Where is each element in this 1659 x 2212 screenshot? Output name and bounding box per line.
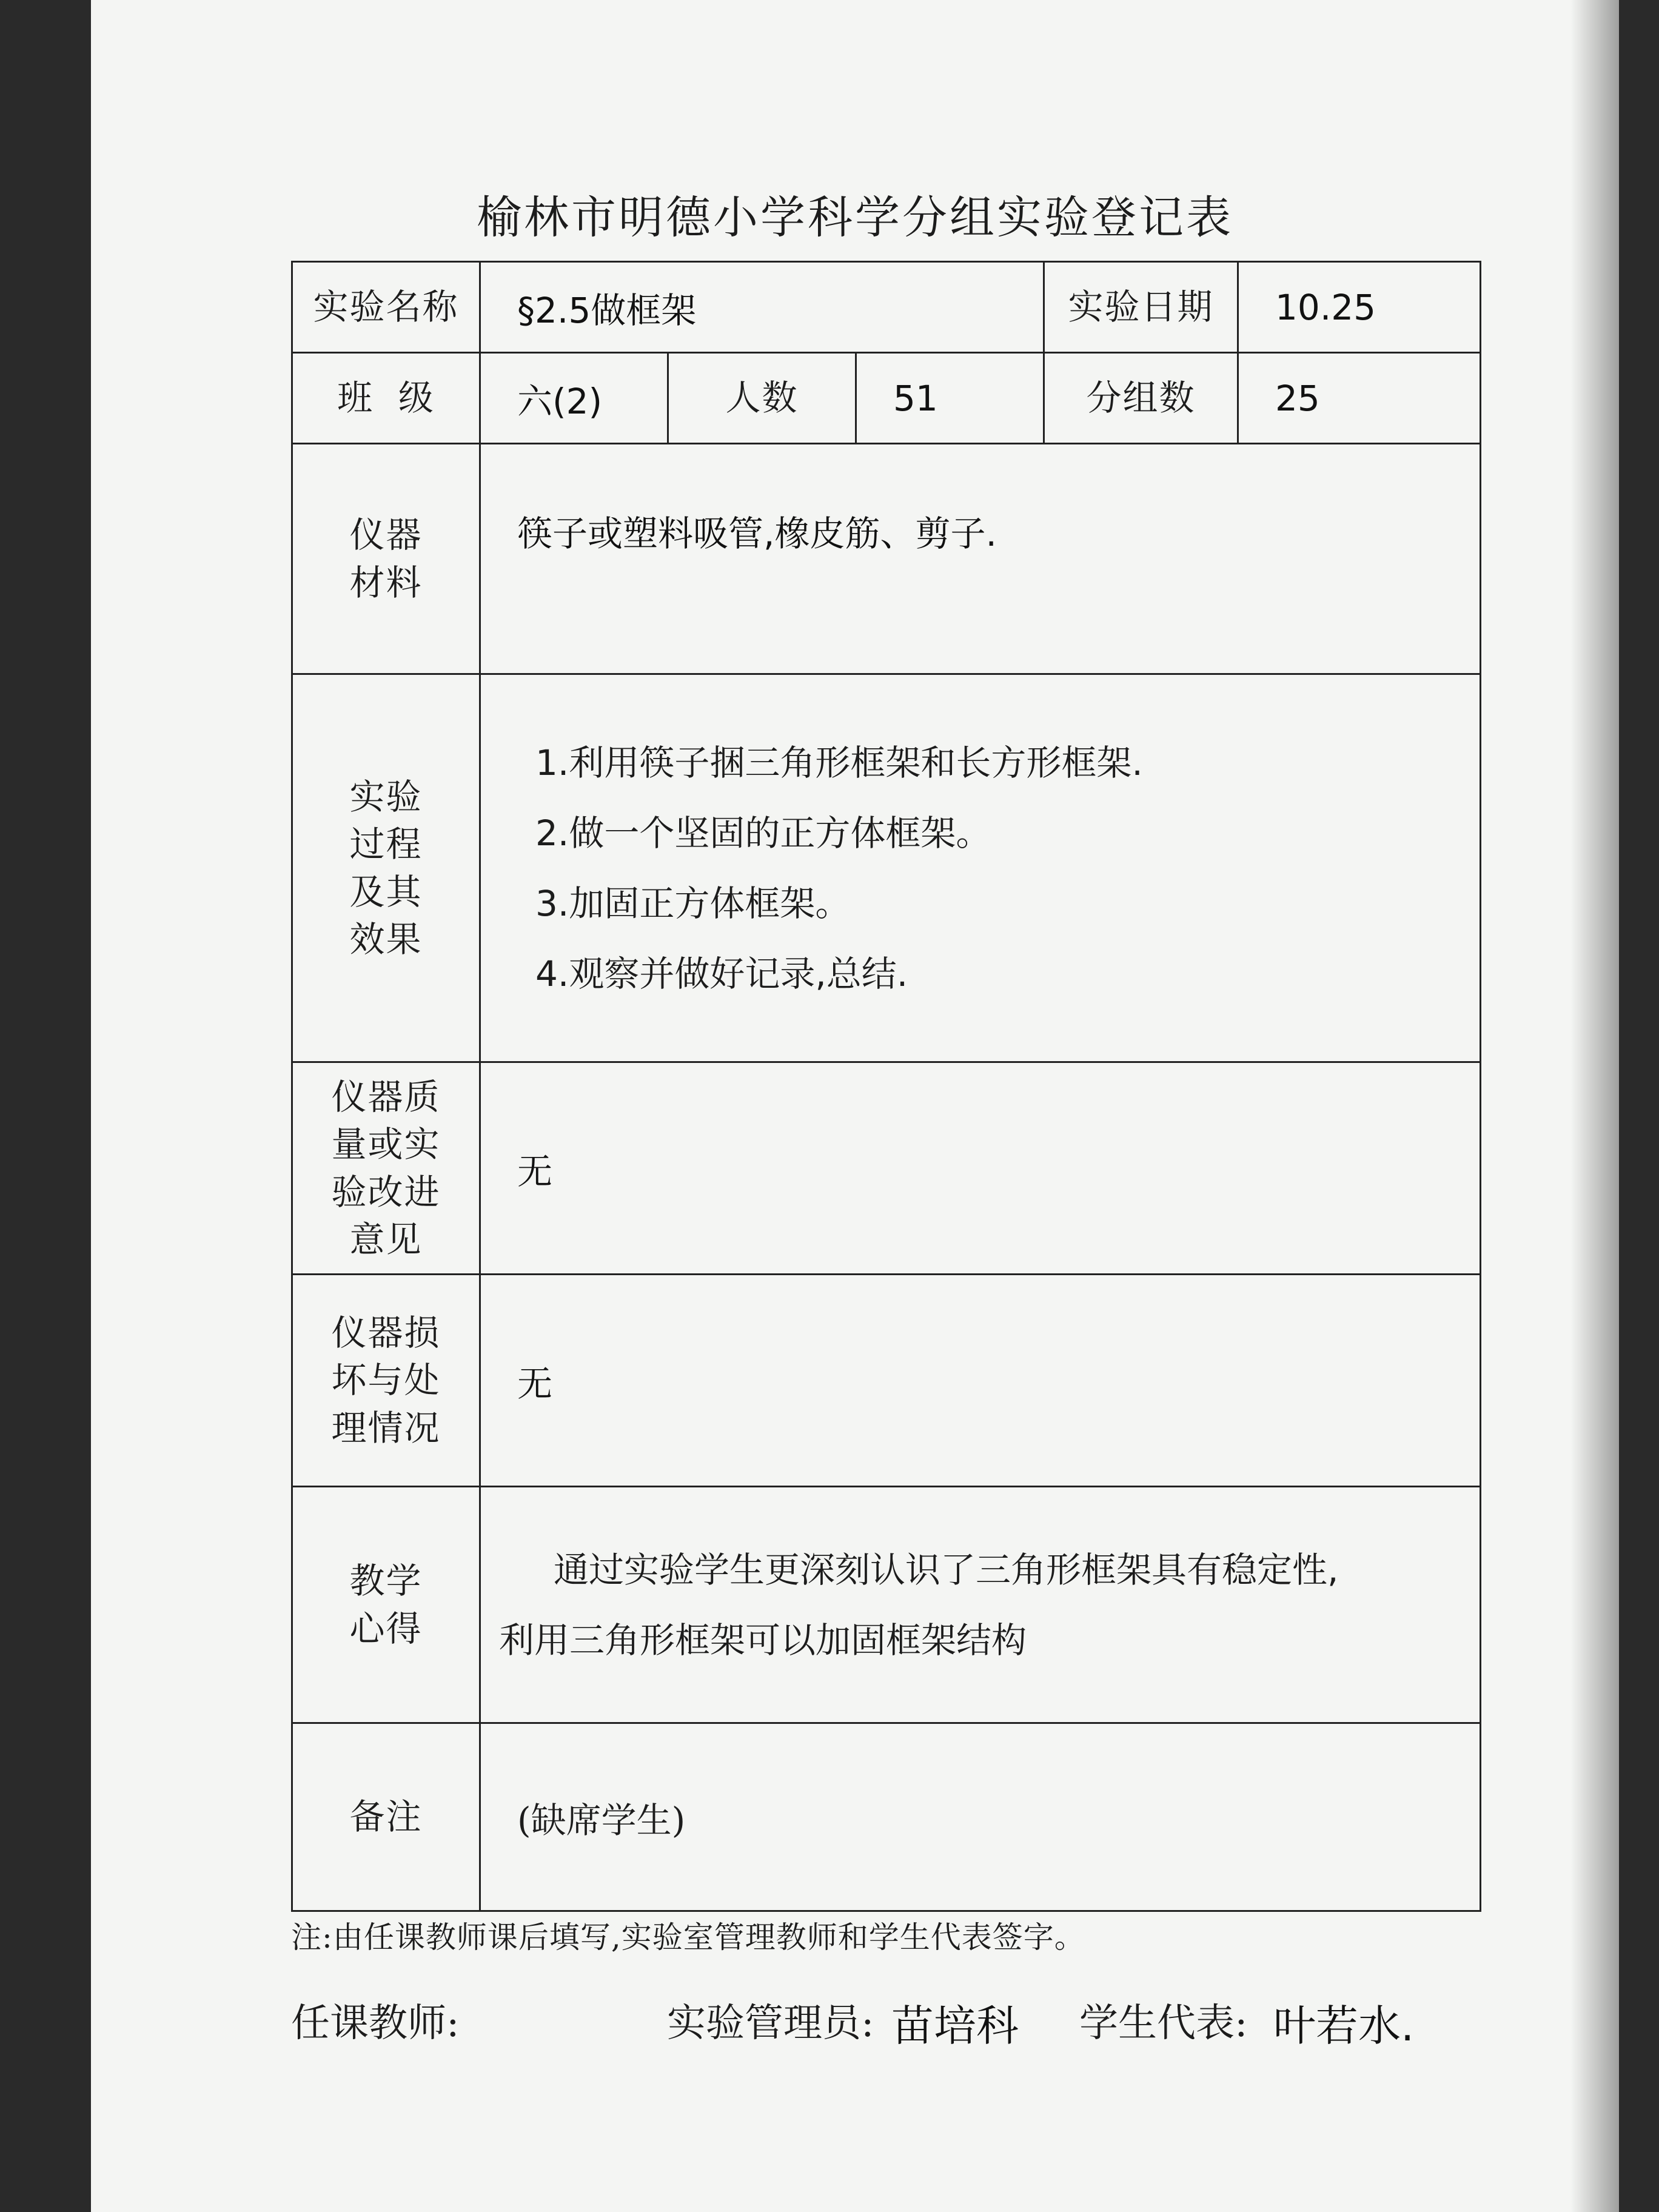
process-step: 4.观察并做好记录,总结. bbox=[535, 953, 908, 994]
row-remarks bbox=[292, 1723, 1481, 1911]
footer-note: 注:由任课教师课后填写,实验室管理教师和学生代表签字。 bbox=[291, 1920, 1085, 1955]
reflection-line-2: 利用三角形框架可以加固框架结构 bbox=[499, 1619, 1027, 1661]
experiment-date-value: 10.25 bbox=[1238, 262, 1481, 353]
row-materials bbox=[292, 444, 1481, 674]
student-label: 学生代表: bbox=[1079, 2001, 1248, 2046]
row-reflection bbox=[292, 1487, 1481, 1723]
reflection-line-1: 通过实验学生更深刻认识了三角形框架具有稳定性, bbox=[554, 1549, 1339, 1590]
process-step: 3.加固正方体框架。 bbox=[535, 882, 851, 924]
student-signature: 叶若水. bbox=[1273, 2001, 1415, 2051]
class-value: 六(2) bbox=[480, 353, 668, 444]
class-label: 班 级 bbox=[292, 353, 480, 444]
row-quality bbox=[292, 1062, 1481, 1275]
page-edge-shadow bbox=[1570, 0, 1619, 2212]
materials-value: 筷子或塑料吸管,橡皮筋、剪子. bbox=[480, 444, 1481, 674]
page-title: 榆林市明德小学科学分组实验登记表 bbox=[477, 192, 1233, 244]
experiment-name-label: 实验名称 bbox=[292, 262, 480, 353]
admin-signature: 苗培科 bbox=[891, 2001, 1019, 2051]
quality-label-text: 仪器质量或实验改进意见 bbox=[331, 1076, 441, 1260]
row-class-info bbox=[292, 353, 1481, 444]
experiment-name-value: §2.5做框架 bbox=[480, 262, 1044, 353]
registration-table bbox=[291, 261, 1481, 1912]
materials-label-text: 仪器材料 bbox=[349, 514, 423, 603]
experiment-date-label: 实验日期 bbox=[1044, 262, 1238, 353]
materials-label bbox=[292, 444, 480, 674]
process-label-text: 实验过程及其效果 bbox=[349, 776, 423, 960]
damage-label-text: 仪器损坏与处理情况 bbox=[331, 1312, 441, 1449]
reflection-label bbox=[292, 1487, 480, 1723]
row-experiment-name bbox=[292, 262, 1481, 353]
process-steps bbox=[480, 674, 1481, 1062]
groups-value: 25 bbox=[1238, 353, 1481, 444]
row-process bbox=[292, 674, 1481, 1062]
form-sheet bbox=[91, 0, 1619, 2212]
process-step: 1.利用筷子捆三角形框架和长方形框架. bbox=[535, 742, 1143, 783]
damage-label bbox=[292, 1275, 480, 1487]
people-label: 人数 bbox=[668, 353, 856, 444]
remarks-label: 备注 bbox=[292, 1723, 480, 1911]
reflection-text bbox=[480, 1487, 1481, 1723]
groups-label: 分组数 bbox=[1044, 353, 1238, 444]
quality-label bbox=[292, 1062, 480, 1275]
remarks-value: (缺席学生) bbox=[480, 1723, 1481, 1911]
process-step: 2.做一个坚固的正方体框架。 bbox=[535, 812, 991, 854]
reflection-label-text: 教学心得 bbox=[349, 1560, 423, 1649]
teacher-label: 任课教师: bbox=[291, 2001, 460, 2046]
process-label bbox=[292, 674, 480, 1062]
quality-value: 无 bbox=[480, 1062, 1481, 1275]
admin-label: 实验管理员: bbox=[667, 2001, 874, 2046]
damage-value: 无 bbox=[480, 1275, 1481, 1487]
row-damage bbox=[292, 1275, 1481, 1487]
people-value: 51 bbox=[856, 353, 1044, 444]
